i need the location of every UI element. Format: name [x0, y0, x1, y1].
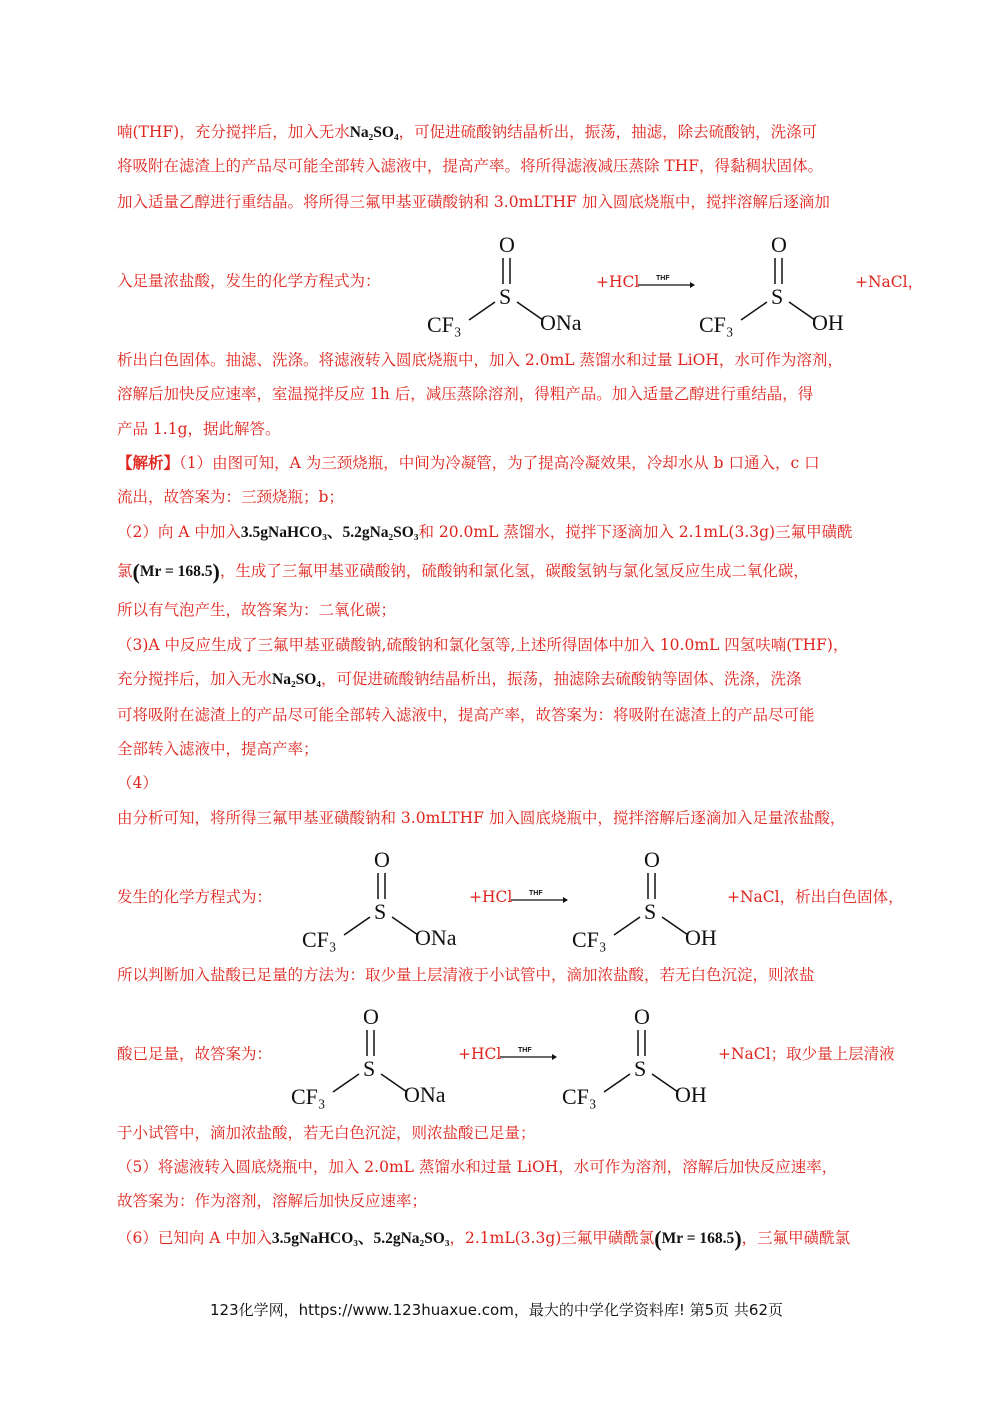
- text-line: （3)A 中反应生成了三氟甲基亚磺酸钠,硫酸钠和氯化氢等,上述所得固体中加入 10.0mL 四氢呋喃(THF)，: [117, 636, 849, 654]
- group-cf3: CF₃: [562, 1084, 597, 1109]
- group-cf3: CF₃: [291, 1084, 326, 1109]
- text-line: 全部转入滤液中，提高产率；: [117, 740, 319, 758]
- text-line: 析出白色固体。抽滤、洗涤。将滤液转入圆底烧瓶中，加入 2.0mL 蒸馏水和过量 LiOH，水可作为溶剂，: [117, 351, 843, 369]
- plus-nacl: [727, 887, 904, 907]
- atom-o: O: [771, 232, 787, 257]
- plus-nacl-text: +NaCl: [727, 888, 780, 906]
- text-line: [117, 522, 853, 543]
- text-line: 入足量浓盐酸，发生的化学方程式为：: [117, 272, 381, 290]
- text-segment: ，三氟甲磺酰氯: [741, 1229, 851, 1247]
- reaction-arrow: [500, 1044, 558, 1068]
- product-structure: [697, 232, 867, 341]
- cf3so2na-structure: [425, 232, 605, 337]
- text-segment: （6）已知向 A 中加入: [117, 1229, 272, 1247]
- text-line: 所以判断加入盐酸已足量的方法为：取少量上层清液于小试管中，滴加浓盐酸，若无白色沉淀，则浓盐: [117, 966, 815, 984]
- atom-o: O: [644, 847, 660, 872]
- group-ona: ONa: [404, 1082, 446, 1107]
- reactant-structure: [425, 232, 605, 341]
- cf3so2h-structure: [560, 1004, 730, 1109]
- text-line: （5）将滤液转入圆底烧瓶中，加入 2.0mL 蒸馏水和过量 LiOH，水可作为溶剂，溶解后加快反应速率，: [117, 1158, 838, 1176]
- group-oh: OH: [685, 925, 717, 950]
- cf3so2h-structure: [697, 232, 867, 337]
- group-cf3: CF₃: [427, 312, 462, 337]
- plus-hcl: +HCl: [469, 888, 513, 906]
- atom-s: S: [634, 1056, 647, 1081]
- atom-s: S: [499, 284, 512, 309]
- atom-o: O: [499, 232, 515, 257]
- text-line: 将吸附在滤渣上的产品尽可能全部转入滤液中，提高产率。将所得滤液减压蒸除 THF，得黏稠状固体。: [117, 157, 824, 175]
- text-segment: ，2.1mL(3.3g)三氟甲磺酰氯: [449, 1229, 655, 1247]
- text-line: 产品 1.1g，据此解答。: [117, 420, 281, 438]
- text-line: 加入适量乙醇进行重结晶。将所得三氟甲基亚磺酸钠和 3.0mLTHF 加入圆底烧瓶中，搅拌溶解后逐滴加: [117, 193, 830, 211]
- arrow-label-thf: THF: [656, 275, 670, 282]
- text-segment: 氯: [117, 562, 133, 580]
- arrow-label-thf: THF: [529, 890, 543, 897]
- atom-s: S: [771, 284, 784, 309]
- text-segment: ，可促进硫酸钠结晶析出，振荡，抽滤，除去硫酸钠，洗涤可: [398, 123, 818, 141]
- text-line: 于小试管中，滴加浓盐酸，若无白色沉淀，则浓盐酸已足量；: [117, 1124, 536, 1142]
- page-footer: 123化学网，https://www.123huaxue.com，最大的中学化学资料库! 第5页 共62页: [209, 1301, 784, 1319]
- text-line: [117, 561, 809, 582]
- group-ona: ONa: [540, 310, 582, 335]
- text-line: [117, 122, 817, 143]
- atom-o: O: [634, 1004, 650, 1029]
- product-structure: [570, 847, 740, 956]
- text-segment: 和 20.0mL 蒸馏水，搅拌下逐滴加入 2.1mL(3.3g)三氟甲磺酰: [418, 523, 853, 541]
- text-segment: ，生成了三氟甲基亚磺酸钠，硫酸钠和氯化氢，碳酸氢钠与氯化氢反应生成二氧化碳，: [219, 562, 809, 580]
- group-oh: OH: [812, 310, 844, 335]
- cf3so2na-structure: [289, 1004, 469, 1109]
- text-line: （4）: [117, 774, 158, 792]
- molar-mass-value: Mr = 168.5: [661, 1230, 735, 1247]
- cf3so2h-structure: [570, 847, 740, 952]
- text-line: 发生的化学方程式为：: [117, 888, 273, 906]
- molar-mass-value: Mr = 168.5: [139, 563, 213, 580]
- text-line: 溶解后加快反应速率，室温搅拌反应 1h 后，减压蒸除溶剂，得粗产品。加入适量乙醇进行重结晶，得: [117, 385, 814, 403]
- plus-nacl: +NaCl，: [855, 273, 924, 291]
- analysis-tag: 【解析】: [117, 453, 180, 472]
- formula-na2so4: Na₂SO₄: [349, 124, 399, 141]
- text-line: 可将吸附在滤渣上的产品尽可能全部转入滤液中，提高产率，故答案为：将吸附在滤渣上的产品尽可能: [117, 706, 815, 724]
- atom-s: S: [374, 899, 387, 924]
- formula-na2so4: Na₂SO₄: [272, 671, 321, 688]
- atom-o: O: [374, 847, 390, 872]
- reactant-structure: [300, 847, 480, 956]
- text-line: 故答案为：作为溶剂，溶解后加快反应速率；: [117, 1192, 428, 1210]
- plus-nacl-text: +NaCl: [718, 1045, 771, 1063]
- atom-s: S: [644, 899, 657, 924]
- text-segment: （2）向 A 中加入: [117, 523, 241, 541]
- text-segment: ，析出白色固体，: [779, 888, 904, 906]
- text-line: 流出，故答案为：三颈烧瓶；b；: [117, 488, 344, 506]
- text-segment: 充分搅拌后，加入无水: [117, 670, 273, 688]
- reaction-arrow: [638, 272, 696, 296]
- text-segment: 喃(THF)，充分搅拌后，加入无水: [117, 123, 350, 141]
- plus-nacl: [718, 1044, 895, 1064]
- text-line: 由分析可知，将所得三氟甲基亚磺酸钠和 3.0mLTHF 加入圆底烧瓶中，搅拌溶解后逐滴加入足量浓盐酸，: [117, 809, 846, 827]
- text-line: [117, 453, 820, 473]
- group-oh: OH: [675, 1082, 707, 1107]
- text-line: 酸已足量，故答案为：: [117, 1045, 273, 1063]
- plus-hcl: +HCl: [596, 273, 640, 291]
- group-cf3: CF₃: [572, 927, 607, 952]
- text-line: [117, 669, 801, 690]
- arrow-label-thf: THF: [518, 1047, 532, 1054]
- reactant-structure: [289, 1004, 469, 1113]
- text-line: [117, 1228, 850, 1249]
- formula-reagents: 3.5gNaHCO₃、5.2gNa₂SO₃: [240, 524, 419, 541]
- plus-hcl: +HCl: [458, 1045, 502, 1063]
- text-segment: ，可促进硫酸钠结晶析出，振荡，抽滤除去硫酸钠等固体、洗涤，洗涤: [320, 670, 802, 688]
- text-segment: ；取少量上层清液: [770, 1045, 895, 1063]
- reaction-arrow: [511, 887, 569, 911]
- atom-s: S: [363, 1056, 376, 1081]
- group-cf3: CF₃: [699, 312, 734, 337]
- text-segment: （1）由图可知，A 为三颈烧瓶，中间为冷凝管，为了提高冷凝效果，冷却水从 b 口通入，c 口: [179, 454, 820, 472]
- text-line: 所以有气泡产生，故答案为：二氧化碳；: [117, 601, 397, 619]
- molar-mass: (Mr = 168.5): [654, 1226, 742, 1251]
- formula-reagents: 3.5gNaHCO₃、5.2gNa₂SO₃: [271, 1230, 450, 1247]
- cf3so2na-structure: [300, 847, 480, 952]
- group-ona: ONa: [415, 925, 457, 950]
- product-structure: [560, 1004, 730, 1113]
- molar-mass: (Mr = 168.5): [132, 559, 220, 584]
- atom-o: O: [363, 1004, 379, 1029]
- group-cf3: CF₃: [302, 927, 337, 952]
